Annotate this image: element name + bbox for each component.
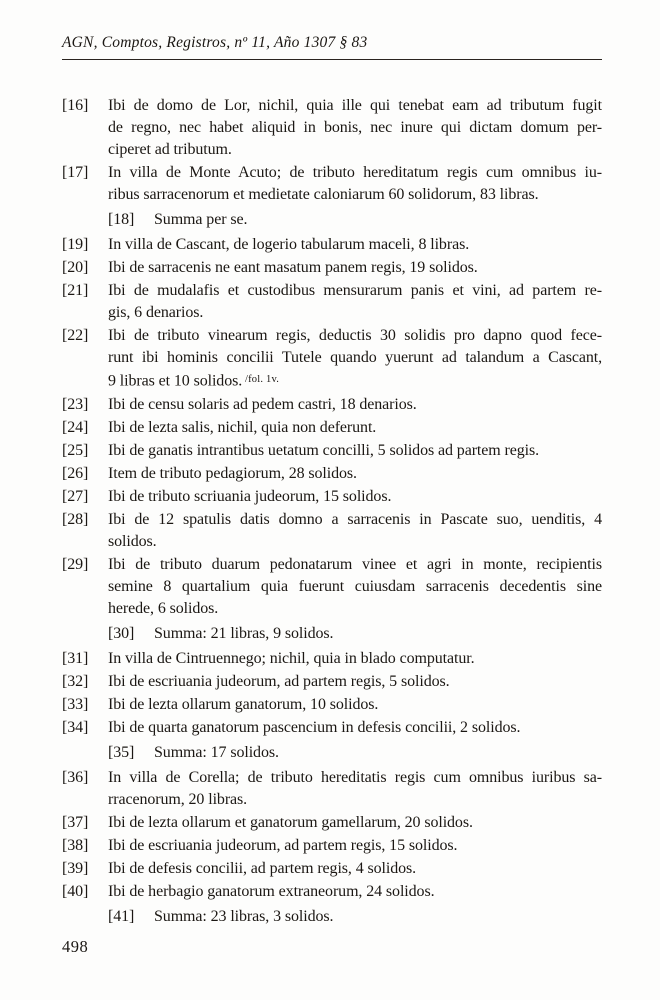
entry [62, 486, 602, 508]
text-line: Ibi de escriuania judeorum, ad partem regis, 5 solidos. [108, 672, 450, 690]
entry-number: [23] [62, 395, 89, 413]
entry-text [108, 717, 602, 739]
entry-text [108, 767, 602, 811]
entry [62, 463, 602, 485]
text-line: Ibi de ganatis intrantibus uetatum concilli, 5 solidos ad partem regis. [108, 441, 540, 459]
entry-text [154, 209, 602, 231]
text-line: Ibi de tributo duarum pedonatarum vinee et agri in monte, recipientis [108, 555, 602, 573]
entry [62, 694, 602, 716]
entry-number: [19] [62, 236, 89, 253]
text-line: Ibi de domo de Lor, nichil, quia ille qui tenebat eam ad tributum fugit [108, 97, 602, 114]
entry [62, 509, 602, 553]
entry [62, 257, 602, 279]
entry-text [108, 257, 602, 279]
header-rule [62, 59, 602, 60]
entry-text [108, 554, 602, 620]
entry-number: [25] [62, 441, 89, 459]
entry [62, 280, 602, 324]
text-line: Ibi de 12 spatulis datis domno a sarracenis in Pascate suo, uenditis, 4 [108, 510, 602, 528]
text-line: ribus sarracenorum et medietate caloniarum 60 solidorum, 83 libras. [108, 186, 539, 203]
entry-number: [39] [62, 859, 89, 877]
entry-number: [35] [108, 743, 135, 761]
entry [108, 209, 602, 231]
text-line: 9 libras et 10 solidos. $^{/fol. 1v.}$ [108, 372, 280, 390]
entry-text [108, 440, 602, 462]
entry-number: [38] [62, 836, 89, 854]
entry-number: [17] [62, 164, 89, 181]
entry-text [154, 623, 602, 645]
text-line: runt ibi hominis concilii Tutele quando yuerunt ad talandum a Cascant, [108, 349, 602, 366]
text-line: semine 8 quartalium quia fuerunt cuiusdam sarracenis decedentis sine [108, 577, 602, 595]
entry-number: [32] [62, 672, 89, 690]
text-line: Ibi de sarracenis ne eant masatum panem regis, 19 solidos. [108, 259, 478, 276]
entry [62, 812, 602, 834]
entry-text [108, 280, 602, 324]
entry-text [108, 95, 602, 161]
entry [62, 648, 602, 670]
entry-number: [27] [62, 487, 89, 505]
text-line: Summa per se. [154, 211, 248, 228]
entry-number: [36] [62, 768, 89, 786]
entry-text [154, 742, 602, 764]
entry-number: [37] [62, 813, 89, 831]
entry-text [108, 417, 602, 439]
entry [108, 906, 602, 928]
entry [108, 742, 602, 764]
text-line: Summa: 23 libras, 3 solidos. [154, 907, 334, 925]
entry-text [108, 858, 602, 880]
entry-number: [33] [62, 695, 89, 713]
text-line: In villa de Monte Acuto; de tributo hereditatum regis cum omnibus iu- [108, 164, 602, 181]
entry-number: [20] [62, 259, 89, 276]
entry-text [108, 325, 602, 393]
entry-number: [18] [108, 211, 135, 228]
text-line: In villa de Cascant, de logerio tabularum maceli, 8 libras. [108, 236, 470, 253]
entry-text [108, 648, 602, 670]
entry [62, 881, 602, 903]
text-line: In villa de Cintruennego; nichil, quia in blado computatur. [108, 649, 475, 667]
entry-number: [31] [62, 649, 89, 667]
entry-text [108, 835, 602, 857]
entry-text [108, 671, 602, 693]
entry-number: [21] [62, 282, 89, 299]
entry-text [108, 162, 602, 206]
entry-number: [26] [62, 464, 89, 482]
entry [62, 671, 602, 693]
entry-text [108, 234, 602, 256]
entry [62, 767, 602, 811]
text-line: herede, 6 solidos. [108, 599, 219, 617]
text-line: Ibi de tributo scriuania judeorum, 15 solidos. [108, 487, 392, 505]
entry [62, 717, 602, 739]
text-line: Summa: 17 solidos. [154, 743, 279, 761]
text-line: Ibi de lezta ollarum et ganatorum gamellarum, 20 solidos. [108, 813, 473, 831]
entry [62, 554, 602, 620]
entry-number: [28] [62, 510, 89, 528]
entry-number: [22] [62, 327, 89, 344]
text-line: rracenorum, 20 libras. [108, 790, 248, 808]
text-line: Summa: 21 libras, 9 solidos. [154, 624, 334, 642]
entry-text [154, 906, 602, 928]
entry-text [108, 509, 602, 553]
entry-number: [40] [62, 882, 89, 900]
text-line: gis, 6 denarios. [108, 304, 204, 321]
text-line: de regno, nec habet aliquid in bonis, nec inure qui dictam domum per- [108, 119, 602, 136]
page-header [62, 33, 602, 60]
text-line: Ibi de lezta salis, nichil, quia non deferunt. [108, 418, 377, 436]
entry-number: [16] [62, 97, 89, 114]
entry [62, 162, 602, 206]
entry [62, 394, 602, 416]
entry-number: [34] [62, 718, 89, 736]
entry-text [108, 486, 602, 508]
entry-text [108, 812, 602, 834]
text-line: Item de tributo pedagiorum, 28 solidos. [108, 464, 357, 482]
folio-marker: /fol. 1v. [242, 374, 280, 385]
entry [62, 835, 602, 857]
text-line: Ibi de escriuania judeorum, ad partem regis, 15 solidos. [108, 836, 458, 854]
page-number: 498 [62, 937, 89, 956]
entry-text [108, 694, 602, 716]
document-body [62, 95, 602, 928]
entry-text [108, 463, 602, 485]
entry [62, 325, 602, 393]
entry [62, 440, 602, 462]
running-header: AGN, Comptos, Registros, nº 11, Año 1307 § 83 [62, 34, 368, 51]
text-line: Ibi de censu solaris ad pedem castri, 18 denarios. [108, 395, 417, 413]
text-line: solidos. [108, 532, 157, 550]
text-line: Ibi de defesis concilii, ad partem regis, 4 solidos. [108, 859, 417, 877]
entry-text [108, 394, 602, 416]
entry-text [108, 881, 602, 903]
entry [108, 623, 602, 645]
entry-number: [41] [108, 907, 135, 925]
entry [62, 858, 602, 880]
entry-number: [30] [108, 624, 135, 642]
text-line: Ibi de quarta ganatorum pascencium in defesis concilii, 2 solidos. [108, 718, 521, 736]
entry [62, 95, 602, 161]
text-line: ciperet ad tributum. [108, 141, 232, 158]
entry [62, 234, 602, 256]
text-line: Ibi de lezta ollarum ganatorum, 10 solidos. [108, 695, 379, 713]
entry [62, 417, 602, 439]
entry-number: [24] [62, 418, 89, 436]
text-line: Ibi de mudalafis et custodibus mensurarum panis et vini, ad partem re- [108, 282, 602, 299]
text-line: Ibi de herbagio ganatorum extraneorum, 24 solidos. [108, 882, 435, 900]
text-line: Ibi de tributo vinearum regis, deductis 30 solidis pro dapno quod fece- [108, 327, 602, 344]
text-line: In villa de Corella; de tributo hereditatis regis cum omnibus iuribus sa- [108, 768, 602, 786]
entry-number: [29] [62, 555, 89, 573]
